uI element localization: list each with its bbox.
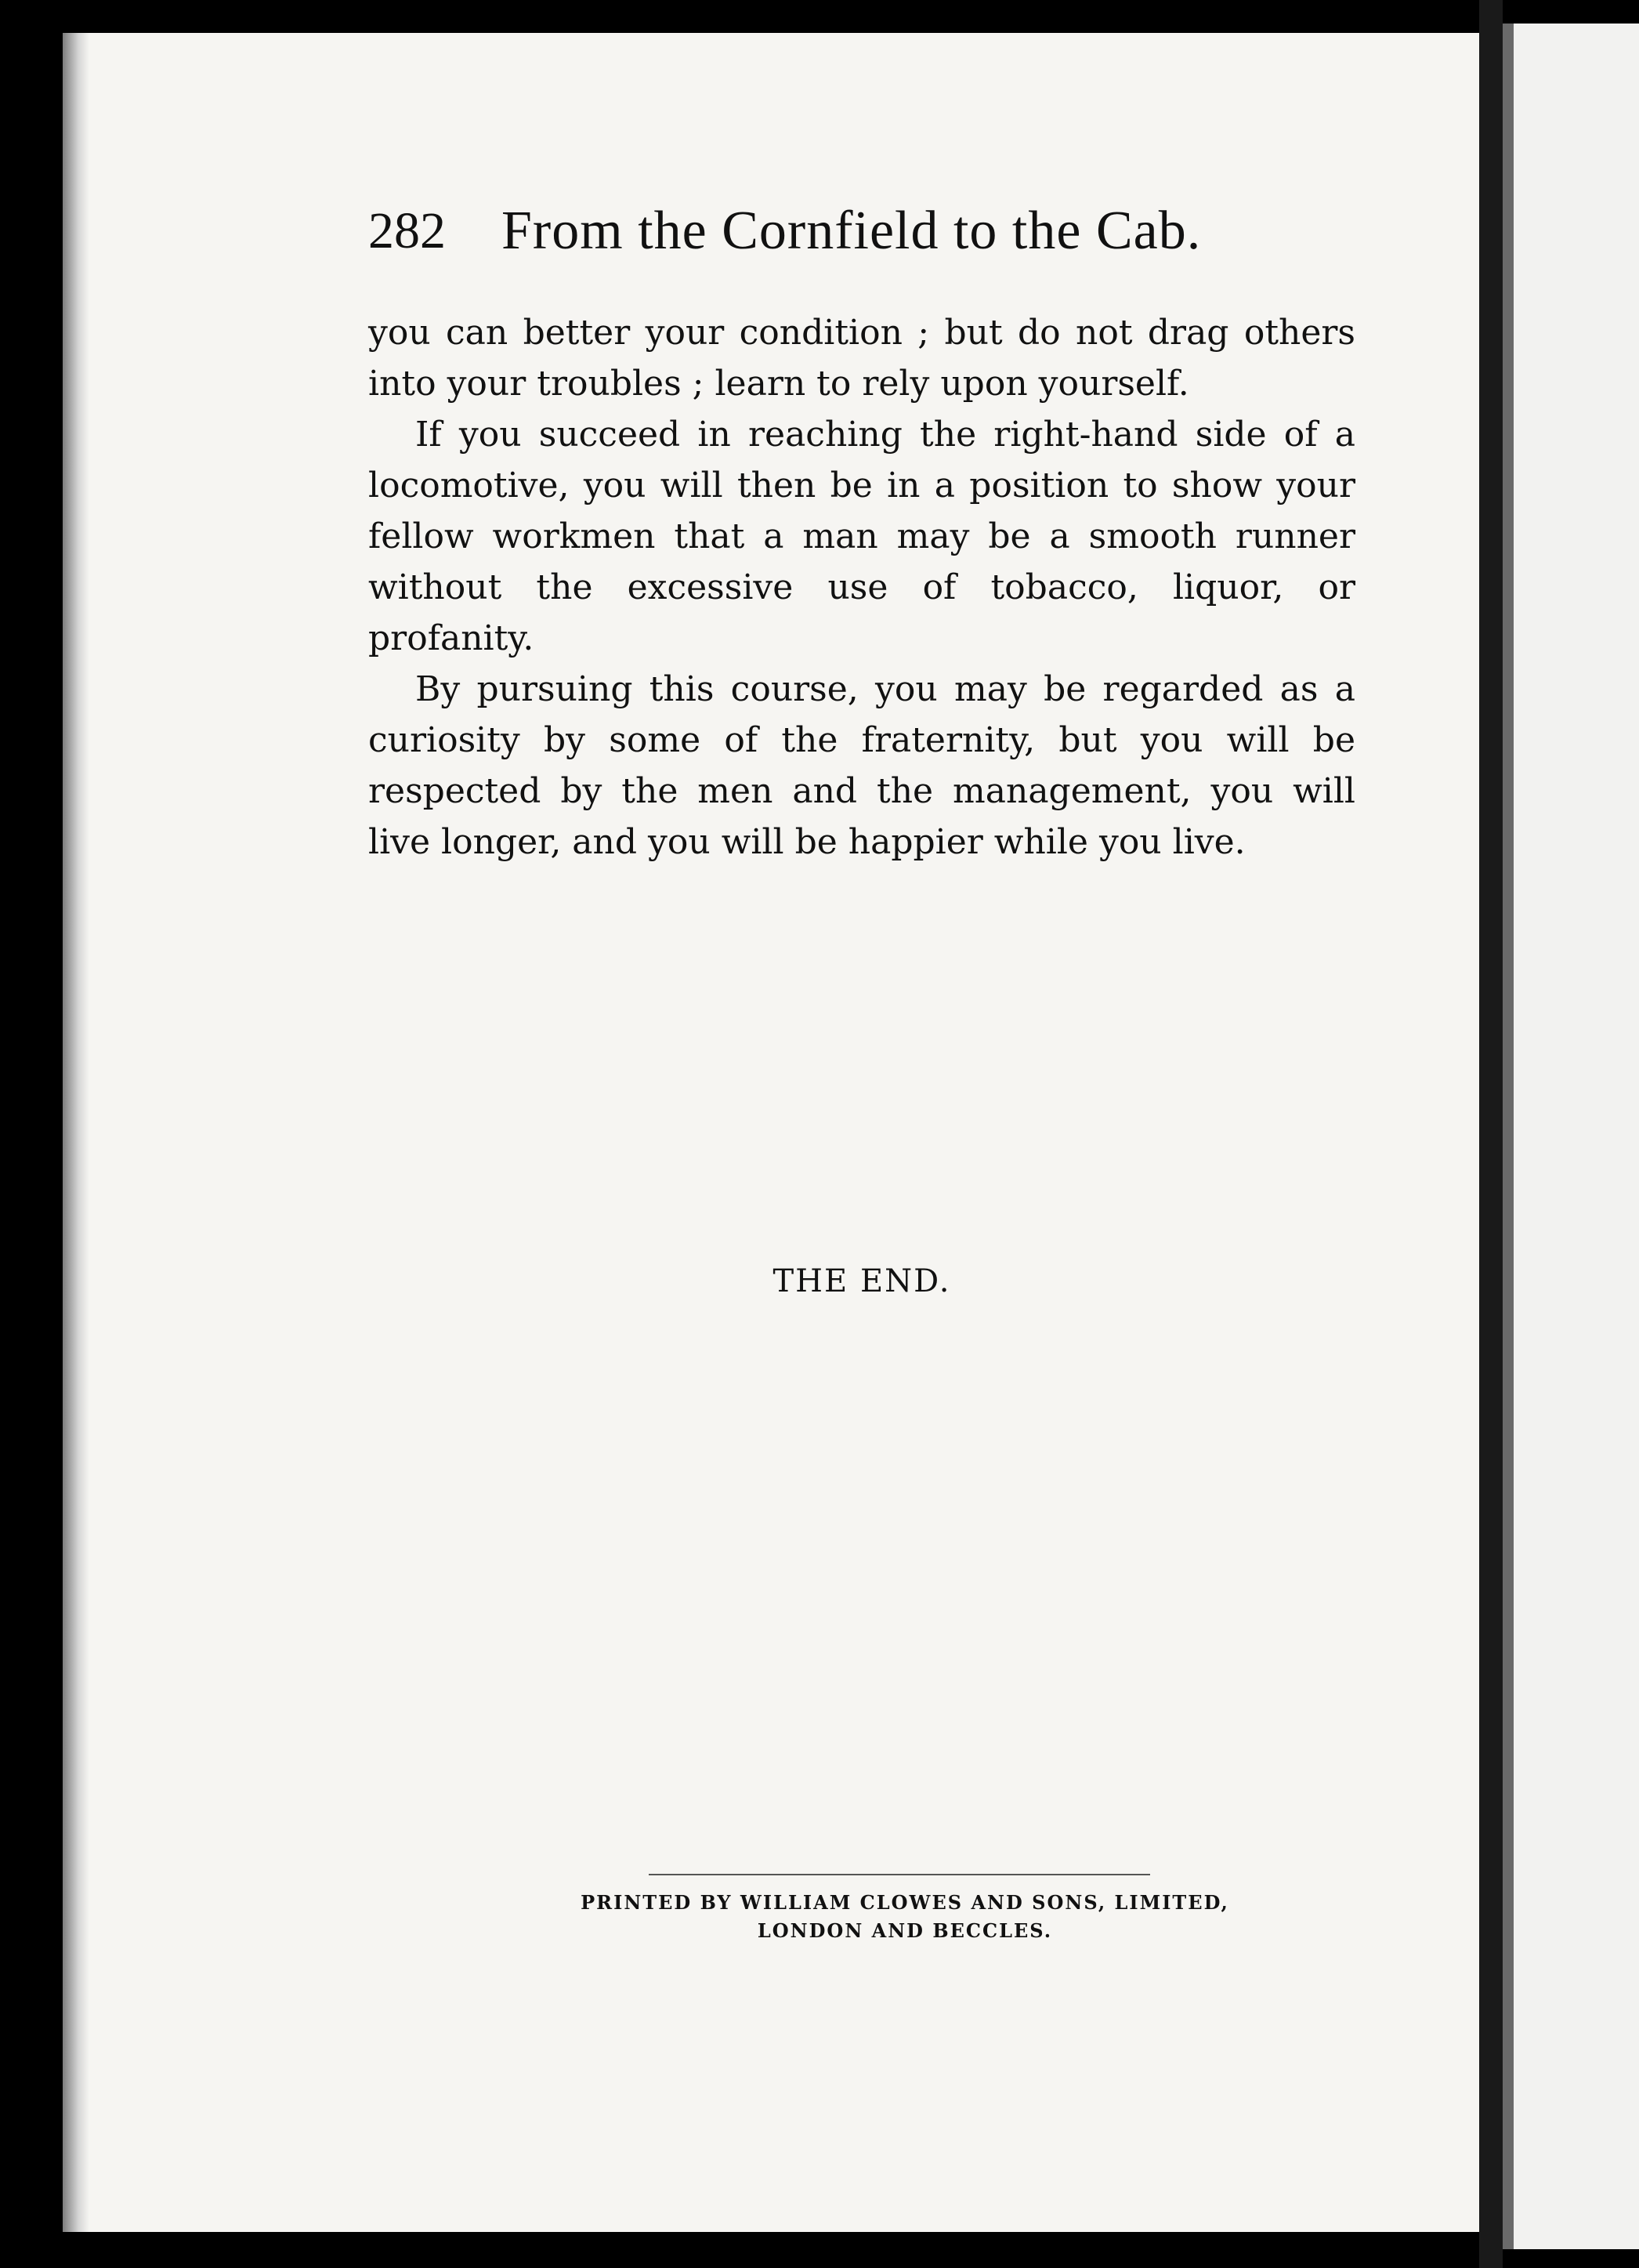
left-page-edge — [63, 33, 89, 2232]
right-page-shadow — [1503, 24, 1514, 2249]
imprint-line: LONDON AND BECCLES. — [757, 1919, 1053, 1942]
book-gutter — [1479, 0, 1503, 2268]
page-number: 282 — [368, 202, 446, 259]
right-page-edge — [1503, 24, 1639, 2249]
imprint-line: PRINTED BY WILLIAM CLOWES AND SONS, LIMITED, — [581, 1891, 1229, 1914]
printer-imprint — [470, 1889, 1340, 1945]
the-end: THE END. — [772, 1263, 951, 1299]
running-head: From the Cornfield to the Cab. — [501, 201, 1202, 261]
paragraph: you can better your condition ; but do not drag others into your troubles ; learn to rely upon yourself. — [368, 313, 1355, 404]
paragraph: If you succeed in reaching the right-hand side of a locomotive, you will then be in a position to show your fellow workmen that a man may be a smooth runner without the excessive use of tobacco, liquor, or profanity. — [368, 415, 1355, 658]
body-text — [368, 307, 1355, 868]
imprint-rule — [649, 1874, 1150, 1875]
paragraph: By pursuing this course, you may be regarded as a curiosity by some of the fraternity, but you will be respected by the men and the management, you will live longer, and you will be happier while you live. — [368, 669, 1355, 862]
page-header — [368, 200, 1301, 263]
